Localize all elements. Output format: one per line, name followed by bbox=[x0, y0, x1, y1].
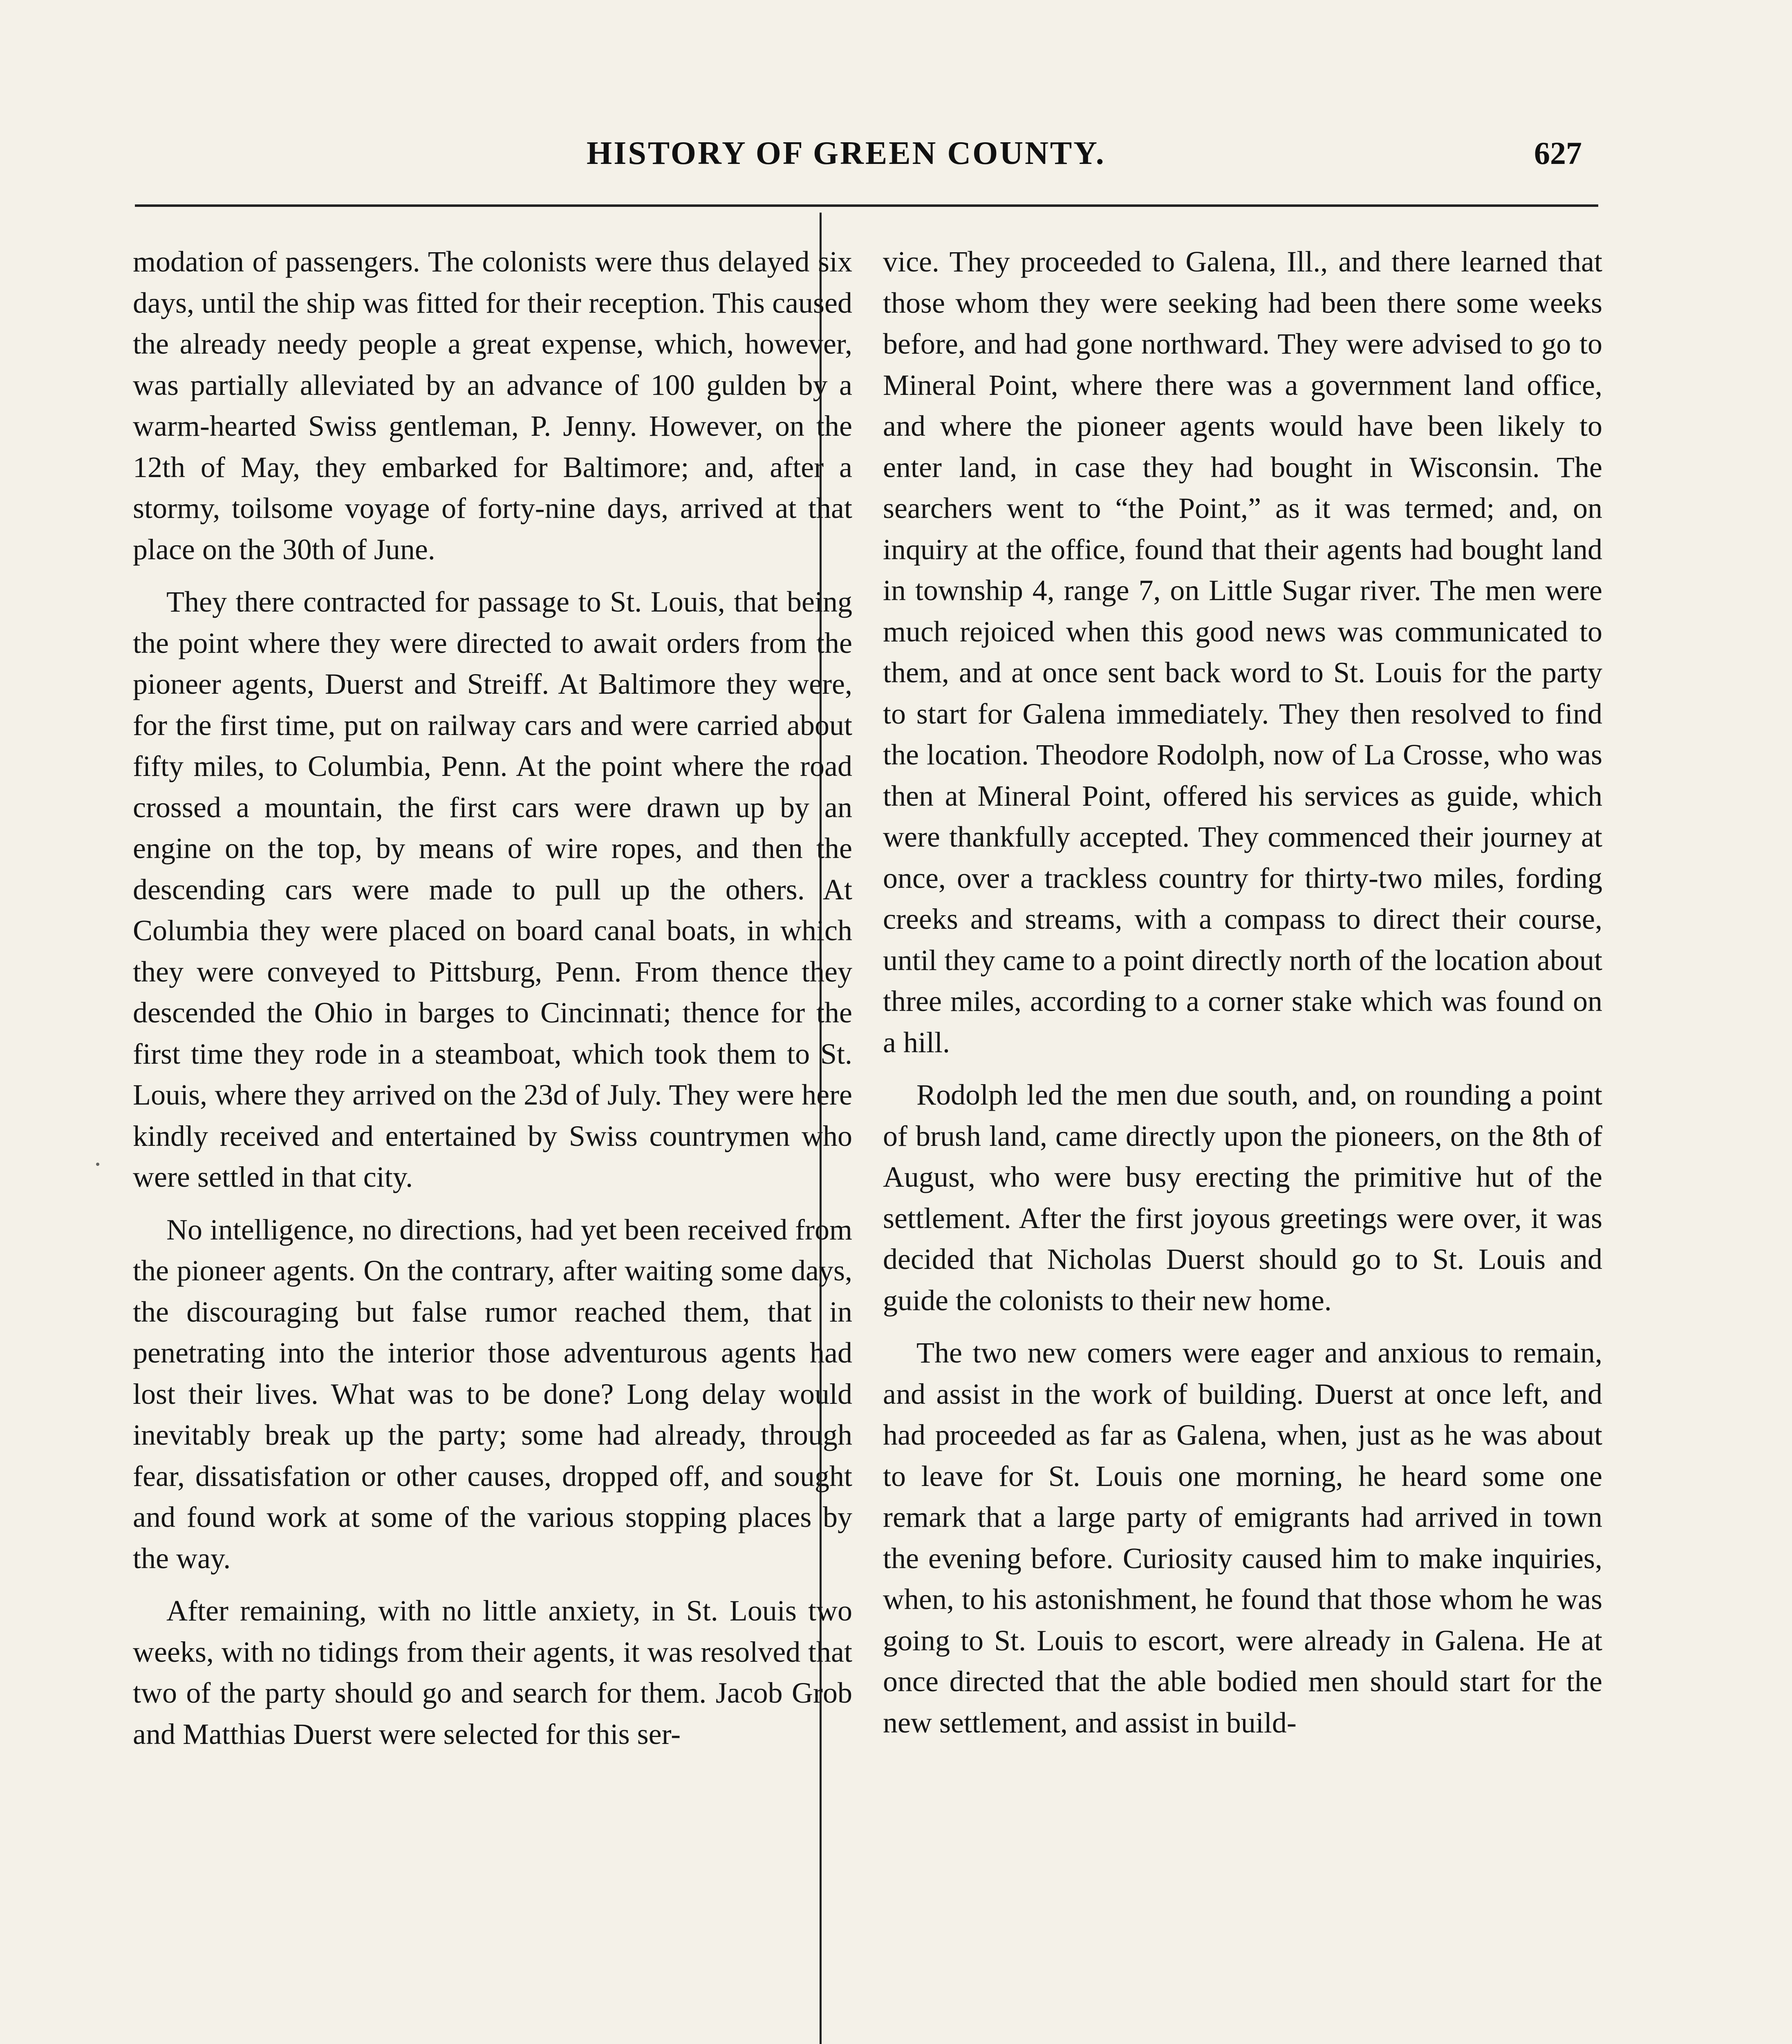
print-speck bbox=[96, 1163, 99, 1166]
running-title: HISTORY OF GREEN COUNTY. bbox=[587, 135, 1106, 171]
left-paragraph-4: After remaining, with no little anxiety, in St. Louis two weeks, with no tidings from their agents, it was resolved that two of the party should go and search for them. Jacob Grob and Matthias Duerst were selected for this ser- bbox=[133, 1594, 852, 1750]
left-paragraph-1: modation of passengers. The colonists were thus delayed six days, until the ship was fitted for their reception. This caused the already needy people a great expense, which, however, was partially alleviated by an advance of 100 gulden by a warm-hearted Swiss gentleman, P. Jenny. However, on the 12th of May, they embarked for Baltimore; and, after a stormy, toilsome voyage of forty-nine days, arrived at that place on the 30th of June. bbox=[133, 245, 852, 566]
left-paragraph-3: No intelligence, no directions, had yet been received from the pioneer agents. On the contrary, after waiting some days, the discouraging but false rumor reached them, that in penetrating into the interior those adventurous agents had lost their lives. What was to be done? Long delay would inevitably break up the party; some had already, through fear, dissatisfation or other causes, dropped off, and sought and found work at some of the various stopping places by the way. bbox=[133, 1213, 852, 1575]
right-paragraph-3: The two new comers were eager and anxious to remain, and assist in the work of building. Duerst at once left, and had proceeded as far as Galena, when, just as he was about to leave for St. Louis one morning, he heard some one remark that a large party of emigrants had arrived in town the evening before. Curiosity caused him to make inquiries, when, to his astonishment, he found that those whom he was going to St. Louis to escort, were already in Galena. He at once directed that the able bodied men should start for the new settlement, and assist in build- bbox=[883, 1336, 1602, 1739]
right-paragraph-2: Rodolph led the men due south, and, on rounding a point of brush land, came directly upon the pioneers, on the 8th of August, who were busy erecting the primitive hut of the settlement. After the first joyous greetings were over, it was decided that Nicholas Duerst should go to St. Louis and guide the colonists to their new home. bbox=[883, 1078, 1602, 1317]
left-paragraph-2: They there contracted for passage to St. Louis, that being the point where they were directed to await orders from the pioneer agents, Duerst and Streiff. At Baltimore they were, for the first time, put on railway cars and were carried about fifty miles, to Columbia, Penn. At the point where the road crossed a mountain, the first cars were drawn up by an engine on the top, by means of wire ropes, and then the descending cars were made to pull up the others. At Columbia they were placed on board canal boats, in which they were conveyed to Pittsburg, Penn. From thence they descended the Ohio in barges to Cincinnati; thence for the first time they rode in a steamboat, which took them to St. Louis, where they arrived on the 23d of July. They were here kindly received and entertained by Swiss countrymen who were settled in that city. bbox=[133, 585, 852, 1193]
right-paragraph-1: vice. They proceeded to Galena, Ill., and there learned that those whom they were seeking had been there some weeks before, and had gone northward. They were advised to go to Mineral Point, where there was a government land office, and where the pioneer agents would have been likely to enter land, in case they had bought in Wisconsin. The searchers went to “the Point,” as it was termed; and, on inquiry at the office, found that their agents had bought land in township 4, range 7, on Little Sugar river. The men were much rejoiced when this good news was communicated to them, and at once sent back word to St. Louis for the party to start for Galena immediately. They then resolved to find the location. Theodore Rodolph, now of La Crosse, who was then at Mineral Point, offered his services as guide, which were thankfully accepted. They commenced their journey at once, over a trackless country for thirty-two miles, fording creeks and streams, with a compass to direct their course, until they came to a point directly north of the location about three miles, according to a corner stake which was found on a hill. bbox=[883, 245, 1602, 1059]
header-rule bbox=[135, 204, 1598, 207]
left-text-column bbox=[133, 241, 852, 1766]
page-number: 627 bbox=[1534, 135, 1582, 171]
page-header bbox=[135, 135, 1598, 184]
right-text-column bbox=[883, 241, 1602, 1755]
